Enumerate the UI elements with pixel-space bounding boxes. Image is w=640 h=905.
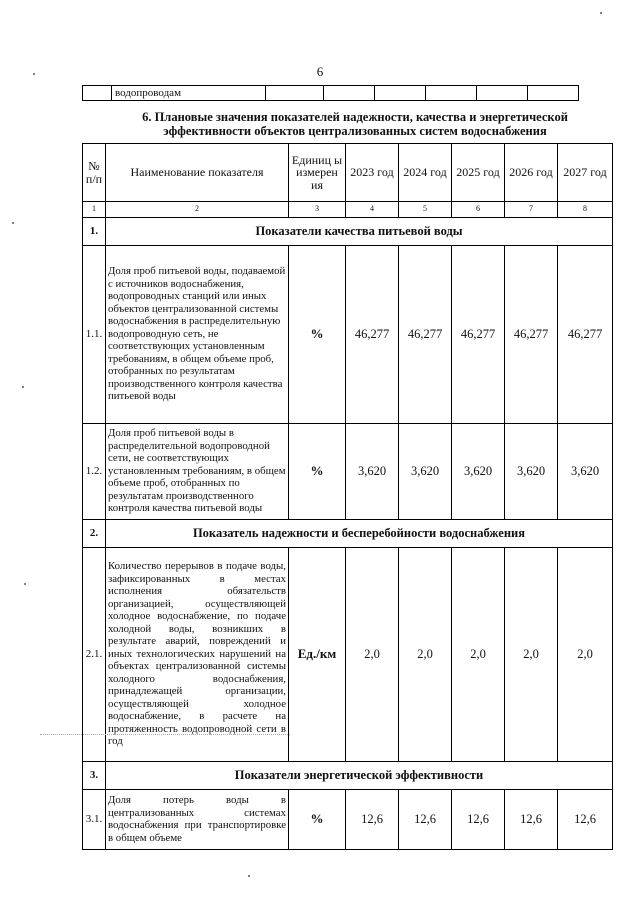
value-2024: 12,6 bbox=[399, 789, 452, 849]
header-row bbox=[83, 144, 613, 202]
header-year-2027: 2027 год bbox=[558, 144, 613, 202]
row-number: 2.1. bbox=[83, 547, 106, 761]
scan-speck bbox=[33, 73, 35, 75]
value-2025: 3,620 bbox=[452, 423, 505, 519]
value-2024: 3,620 bbox=[399, 423, 452, 519]
heading-line-2: эффективности объектов централизованных систем водоснабжения bbox=[163, 124, 547, 138]
column-index-row bbox=[83, 202, 613, 218]
table-row bbox=[83, 547, 613, 761]
scan-speck bbox=[12, 222, 14, 224]
value-2023: 2,0 bbox=[346, 547, 399, 761]
column-index: 1 bbox=[83, 202, 106, 218]
header-year-2024: 2024 год bbox=[399, 144, 452, 202]
section-number: 3. bbox=[83, 761, 106, 789]
indicator-unit: % bbox=[289, 423, 346, 519]
scan-speck bbox=[24, 583, 26, 585]
column-index: 6 bbox=[452, 202, 505, 218]
scan-speck bbox=[22, 386, 24, 388]
value-2024: 2,0 bbox=[399, 547, 452, 761]
column-index: 3 bbox=[289, 202, 346, 218]
header-num: № п/п bbox=[83, 144, 106, 202]
indicator-name: Доля проб питьевой воды в распределительной водопроводной сети, не соответствующих установленным требованиям, в общем объеме проб, отобранных по результатам производственного контроля качества питьевой воды bbox=[106, 423, 289, 519]
row-number: 3.1. bbox=[83, 789, 106, 849]
value-2025: 2,0 bbox=[452, 547, 505, 761]
continuation-row bbox=[82, 85, 579, 101]
section-row bbox=[83, 761, 613, 789]
continuation-empty-cell bbox=[477, 86, 528, 101]
section-heading bbox=[100, 110, 610, 138]
value-2024: 46,277 bbox=[399, 245, 452, 423]
header-unit: Единиц ы измерен ия bbox=[289, 144, 346, 202]
indicator-name: Доля потерь воды в централизованных системах водоснабжения при транспортировке в общем объеме bbox=[106, 789, 289, 849]
indicator-unit: % bbox=[289, 789, 346, 849]
section-number: 2. bbox=[83, 519, 106, 547]
section-row bbox=[83, 519, 613, 547]
header-year-2026: 2026 год bbox=[505, 144, 558, 202]
continuation-label: водопроводам bbox=[112, 86, 266, 101]
row-number: 1.2. bbox=[83, 423, 106, 519]
value-2026: 12,6 bbox=[505, 789, 558, 849]
continuation-empty-cell bbox=[375, 86, 426, 101]
column-index: 5 bbox=[399, 202, 452, 218]
continuation-empty-cell bbox=[266, 86, 324, 101]
value-2026: 2,0 bbox=[505, 547, 558, 761]
column-index: 8 bbox=[558, 202, 613, 218]
section-title: Показатели энергетической эффективности bbox=[106, 761, 613, 789]
column-index: 4 bbox=[346, 202, 399, 218]
value-2025: 46,277 bbox=[452, 245, 505, 423]
indicators-table bbox=[82, 143, 613, 850]
continuation-num-cell bbox=[83, 86, 112, 101]
continuation-empty-cell bbox=[426, 86, 477, 101]
table-row bbox=[83, 789, 613, 849]
indicator-name: Доля проб питьевой воды, подаваемой с источников водоснабжения, водопроводных станций или иных объектов централизованной системы водоснабжения в распределительную водопроводную сеть, не соответствующих установленным требованиям, в общем объеме проб, отобранных по результатам производственного контроля качества питьевой воды bbox=[106, 245, 289, 423]
indicator-name: Количество перерывов в подаче воды, зафиксированных в местах исполнения обязательств организацией, осуществляющей холодное водоснабжение, по подаче холодной воды, возникших в результате аварий, повреждений и иных технологических нарушений на объектах централизованной системы холодного водоснабжения, принадлежащей организации, осуществляющей холодное водоснабжение, в расчете на протяженность водопроводной сети в год bbox=[106, 547, 289, 761]
header-name: Наименование показателя bbox=[106, 144, 289, 202]
column-index: 7 bbox=[505, 202, 558, 218]
value-2023: 12,6 bbox=[346, 789, 399, 849]
indicator-unit: Ед./км bbox=[289, 547, 346, 761]
scan-speck bbox=[248, 875, 250, 877]
value-2025: 12,6 bbox=[452, 789, 505, 849]
table-row bbox=[83, 245, 613, 423]
section-row bbox=[83, 217, 613, 245]
page-number: 6 bbox=[316, 64, 324, 79]
header-year-2025: 2025 год bbox=[452, 144, 505, 202]
indicator-unit: % bbox=[289, 245, 346, 423]
row-number: 1.1. bbox=[83, 245, 106, 423]
value-2027: 46,277 bbox=[558, 245, 613, 423]
value-2027: 3,620 bbox=[558, 423, 613, 519]
value-2023: 3,620 bbox=[346, 423, 399, 519]
value-2027: 2,0 bbox=[558, 547, 613, 761]
section-number: 1. bbox=[83, 217, 106, 245]
table-row bbox=[83, 423, 613, 519]
scan-speck bbox=[600, 12, 602, 14]
section-title: Показатель надежности и бесперебойности водоснабжения bbox=[106, 519, 613, 547]
heading-line-1: 6. Плановые значения показателей надежности, качества и энергетической bbox=[142, 110, 568, 124]
value-2026: 3,620 bbox=[505, 423, 558, 519]
section-title: Показатели качества питьевой воды bbox=[106, 217, 613, 245]
continuation-empty-cell bbox=[528, 86, 579, 101]
continuation-empty-cell bbox=[324, 86, 375, 101]
column-index: 2 bbox=[106, 202, 289, 218]
header-year-2023: 2023 год bbox=[346, 144, 399, 202]
value-2027: 12,6 bbox=[558, 789, 613, 849]
scan-dotted-line bbox=[40, 734, 290, 735]
value-2023: 46,277 bbox=[346, 245, 399, 423]
value-2026: 46,277 bbox=[505, 245, 558, 423]
